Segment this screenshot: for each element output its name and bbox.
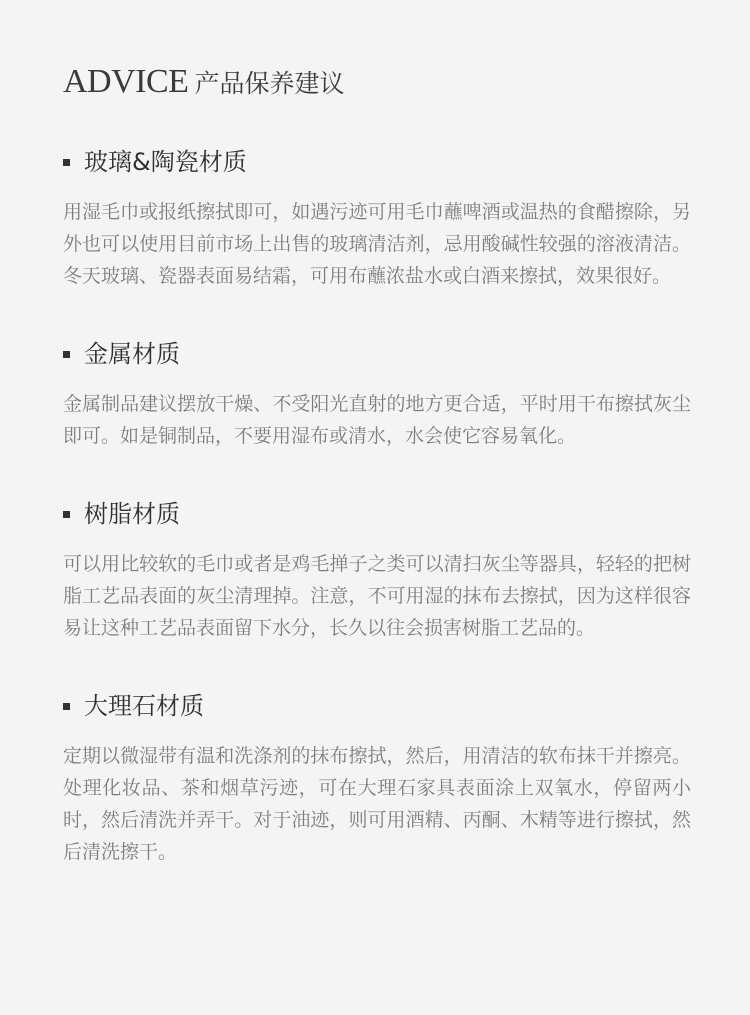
section-header bbox=[63, 688, 690, 724]
section-title: 树脂材质 bbox=[84, 500, 180, 528]
header-title-en: ADVICE bbox=[63, 63, 189, 100]
square-bullet-icon bbox=[63, 351, 70, 358]
section-title: 大理石材质 bbox=[84, 692, 204, 720]
section-metal bbox=[63, 336, 690, 452]
section-marble bbox=[63, 688, 690, 868]
square-bullet-icon bbox=[63, 159, 70, 166]
section-resin bbox=[63, 496, 690, 644]
section-body-text: 用湿毛巾或报纸擦拭即可，如遇污迹可用毛巾蘸啤酒或温热的食醋擦除，另外也可以使用目前市场上出售的玻璃清洁剂，忌用酸碱性较强的溶液清洁。冬天玻璃、瓷器表面易结霜，可用布蘸浓盐水或白酒来擦拭，效果很好。 bbox=[63, 201, 691, 287]
square-bullet-icon bbox=[63, 511, 70, 518]
section-header bbox=[63, 144, 690, 180]
section-glass-ceramic bbox=[63, 144, 690, 292]
section-header bbox=[63, 336, 690, 372]
square-bullet-icon bbox=[63, 703, 70, 710]
section-body-text: 可以用比较软的毛巾或者是鸡毛掸子之类可以清扫灰尘等器具，轻轻的把树脂工艺品表面的灰尘清理掉。注意，不可用湿的抹布去擦拭，因为这样很容易让这种工艺品表面留下水分，长久以往会损害树脂工艺品的。 bbox=[63, 553, 691, 639]
page-header bbox=[63, 62, 690, 102]
header-title-cn: 产品保养建议 bbox=[194, 69, 345, 98]
section-title: 金属材质 bbox=[84, 340, 180, 368]
section-title: 玻璃&陶瓷材质 bbox=[84, 148, 247, 176]
section-header bbox=[63, 496, 690, 532]
section-body-text: 定期以微湿带有温和洗涤剂的抹布擦拭，然后，用清洁的软布抹干并擦亮。处理化妆品、茶和烟草污迹，可在大理石家具表面涂上双氧水，停留两小时，然后清洗并弄干。对于油迹，则可用酒精、丙酮、木精等进行擦拭，然后清洗擦干。 bbox=[63, 745, 691, 863]
section-body-text: 金属制品建议摆放干燥、不受阳光直射的地方更合适，平时用干布擦拭灰尘即可。如是铜制品，不要用湿布或清水，水会使它容易氧化。 bbox=[63, 393, 691, 447]
